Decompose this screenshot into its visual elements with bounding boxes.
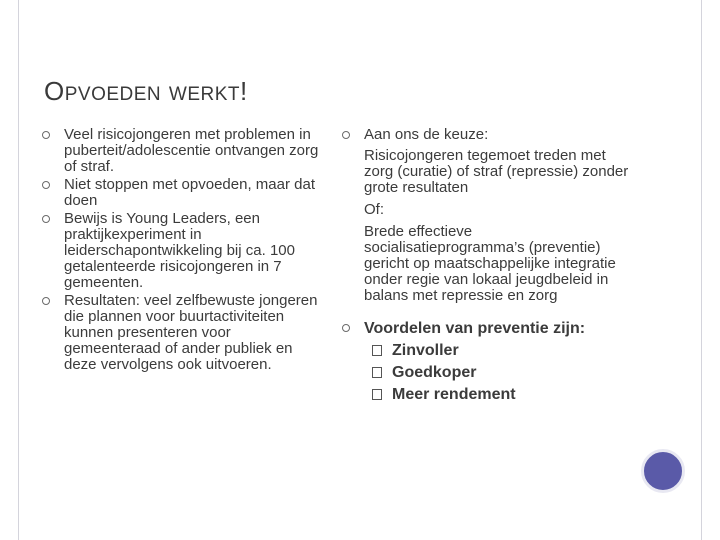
bullet-icon — [342, 324, 350, 332]
left-bullet-list — [42, 127, 322, 373]
decorative-circle — [641, 449, 685, 493]
title-initial-1: O — [44, 76, 65, 106]
benefit-text: Zinvoller — [392, 342, 459, 359]
list-item — [42, 177, 322, 209]
right-bullet-list — [342, 127, 632, 406]
list-item — [42, 127, 322, 175]
checkbox-icon — [372, 345, 382, 356]
benefit-item — [372, 340, 632, 362]
benefit-text: Goedkoper — [392, 364, 477, 381]
or-label: Of: — [364, 201, 385, 218]
checkbox-icon — [372, 389, 382, 400]
title-rest-2: ERKT — [187, 84, 241, 105]
bullet-icon — [342, 131, 350, 139]
right-column — [342, 127, 632, 408]
list-item — [342, 127, 632, 304]
bullet-icon — [42, 131, 50, 139]
list-item-text: Veel risicojongeren met problemen in puberteit/adolescentie ontvangen zorg of straf. — [64, 126, 319, 175]
title-rest-1: PVOEDEN — [64, 84, 162, 105]
choice-heading: Aan ons de keuze: — [364, 126, 489, 143]
benefits-list — [372, 340, 632, 406]
option-prevention: Brede effectieve socialisatieprogramma’s (preventie) gericht op maatschappelijke integratie onder regie van lokaal jeugdbeleid in balans met repressie en zorg — [364, 223, 616, 304]
list-item — [42, 293, 322, 373]
list-item-text: Resultaten: veel zelfbewuste jongeren die plannen voor buurtactiviteiten kunnen presenteren voor gemeenteraad of ander publiek en deze vervolgens ook uitvoeren. — [64, 292, 318, 373]
option-repression: Risicojongeren tegemoet treden met zorg (curatie) of straf (repressie) zonder grote resultaten — [364, 147, 629, 196]
benefit-item — [372, 384, 632, 406]
checkbox-icon — [372, 367, 382, 378]
slide-title — [44, 76, 248, 107]
benefit-item — [372, 362, 632, 384]
left-column — [42, 127, 322, 375]
list-item-text: Bewijs is Young Leaders, een praktijkexperiment in leiderschapontwikkeling bij ca. 100 getalenteerde risicojongeren in 7 gemeenten. — [64, 210, 295, 291]
list-item — [42, 211, 322, 291]
benefit-text: Meer rendement — [392, 386, 516, 403]
benefits-heading: Voordelen van preventie zijn: — [364, 320, 586, 337]
bullet-icon — [42, 215, 50, 223]
bullet-icon — [42, 297, 50, 305]
title-exclaim: ! — [240, 76, 248, 106]
title-initial-2: W — [168, 84, 188, 105]
bullet-icon — [42, 181, 50, 189]
list-item-text: Niet stoppen met opvoeden, maar dat doen — [64, 176, 315, 209]
list-item — [342, 318, 632, 406]
